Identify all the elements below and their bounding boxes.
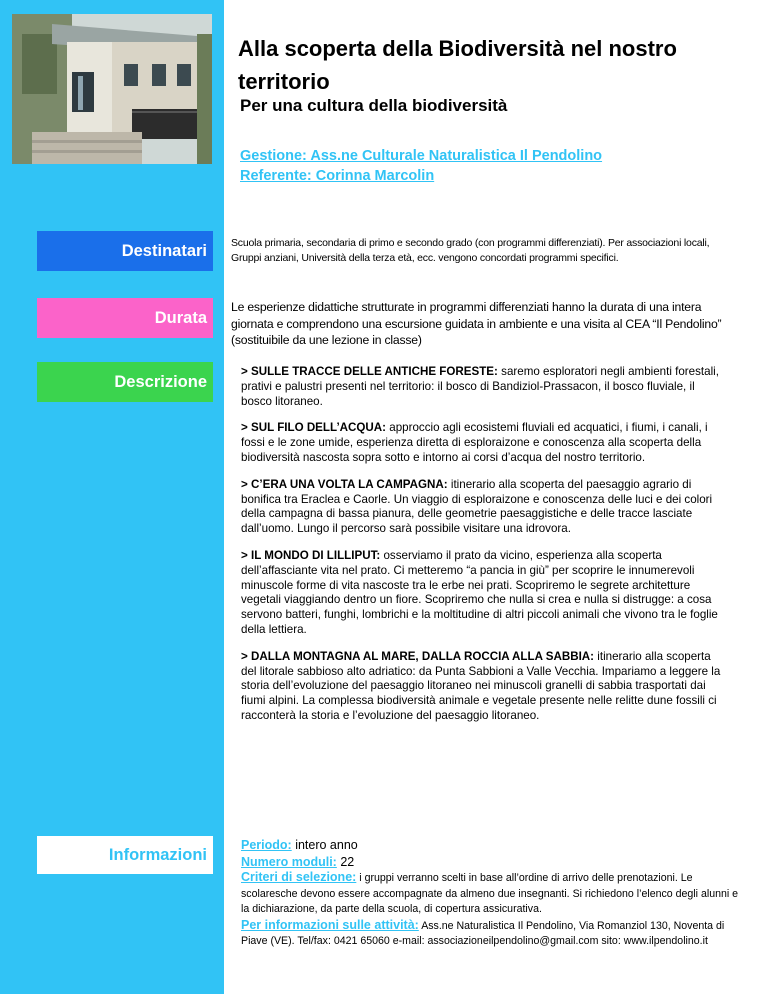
periodo-value: intero anno [295,838,358,852]
activity-title: > C’ERA UNA VOLTA LA CAMPAGNA: [241,477,448,491]
periodo-row [241,837,746,854]
management-info [240,146,602,186]
moduli-row [241,854,746,871]
building-illustration [12,14,212,164]
descrizione-label: Descrizione [37,362,213,402]
contatti-row [241,918,746,950]
contatti-label: Per informazioni sulle attività: [241,917,419,932]
activity-item [241,421,721,465]
referente-link[interactable]: Referente: Corinna Marcolin [240,168,435,184]
activity-title: > IL MONDO DI LILLIPUT: [241,548,381,562]
activity-title: > SULLE TRACCE DELLE ANTICHE FORESTE: [241,365,498,378]
durata-label: Durata [37,298,213,338]
criteri-label: Criteri di selezione: [241,870,357,884]
informazioni-label: Informazioni [37,836,213,874]
moduli-value: 22 [340,854,355,869]
criteri-row [241,870,746,918]
criteri-value: i gruppi verranno scelti in base all’ordine di arrivo delle prenotazioni. Le scolaresche devono essere accompagnate da almeno due insegnanti. Si richiedono l’elenco degli alunni e la dichiarazione, da parte della scuola, di copertura assicurativa. [241,872,739,915]
gestione-link[interactable]: Gestione: Ass.ne Culturale Naturalistica Il Pendolino [240,148,603,164]
activity-title: > SUL FILO DELL’ACQUA: [241,421,387,435]
activity-item [241,365,721,409]
activity-text: osserviamo il prato da vicino, esperienza alla scoperta dell’affasciante vita nel prato. Ci metteremo “a pancia in giù” per scoprire le innumerevoli minuscole forme di vita nascoste tra le erbe nei prati. Scopriremo le segrete architetture vegetali viaggiando dentro un fiore. Scopriremo che nulla si crea e nulla si distrugge: a cosa servono batteri, funghi, lombrichi e la moltitudine di altri piccoli animali che vivono tra le foglie della lettiera. [241,548,718,636]
durata-text: Le esperienze didattiche strutturate in programmi differenziati hanno la durata di una intera giornata e comprendono una escursione guidata in ambiente e una visita al CEA “Il Pendolino” (sostituibile da une lezione in classe) [231,300,722,347]
destinatari-text: Scuola primaria, secondaria di primo e secondo grado (con programmi differenziati). Per associazioni locali, Gruppi anziani, Università della terza età, ecc. vengono concordati programmi specifici. [231,237,710,264]
activity-item [241,549,721,638]
contatti-value: Ass.ne Naturalistica Il Pendolino, Via Romanziol 130, Noventa di Piave (VE). Tel/fax: 0421 65060 e-mail: associazioneilpendolino@gmail.com sito: www.ilpendolino.it [241,919,725,947]
moduli-label: Numero moduli: [241,854,337,869]
activity-text: approccio agli ecosistemi fluviali ed acquatici, i fiumi, i canali, i fossi e le zone umide, esperienza diretta di esploraizone e conoscenza alla scoperta della biodiversità nascosta sopra sotto e intorno ai corsi d’acqua del nostro territorio. [241,421,708,464]
page-title: Alla scoperta della Biodiversità nel nostro territorio [238,36,677,94]
activity-text: itinerario alla scoperta del paesaggio agrario di bonifica tra Eraclea e Caorle. Un viaggio di esploraizone e conoscenza delle luci e dei colori della campagna di bassa pianura, delle geometrie paesaggistiche e delle tracce lasciate dall’uomo. Lungo il percorso sarà possibile visitare una idrovora. [241,477,713,536]
page-subtitle: Per una cultura della biodiversità [240,96,508,115]
activity-text: itinerario alla scoperta del litorale sabbioso alto adriatico: da Punta Sabbioni a Valle Vecchia. Impariamo a leggere la storia dell’evoluzione del paesaggio litoraneo nei minuscoli granelli di sabbia trasportati dai fiumi alpini. La complessa biodiversità animale e vegetale presente nelle relitte dune fossili ci racconterà la storia e l’evoluzione del paesaggio litoraneo. [241,649,721,722]
activity-item [241,478,721,537]
building-photo [12,14,212,164]
destinatari-label: Destinatari [37,231,213,271]
activity-item [241,650,721,724]
activity-text: saremo esploratori negli ambienti forestali, prativi e palustri presenti nel territorio: il bosco di Bandiziol-Prassacon, il bosco fluviale, il bosco litoraneo. [241,365,719,408]
activity-title: > DALLA MONTAGNA AL MARE, DALLA ROCCIA ALLA SABBIA: [241,649,595,663]
periodo-label: Periodo: [241,838,292,852]
informazioni-block [241,837,746,950]
activities-list [241,365,721,736]
